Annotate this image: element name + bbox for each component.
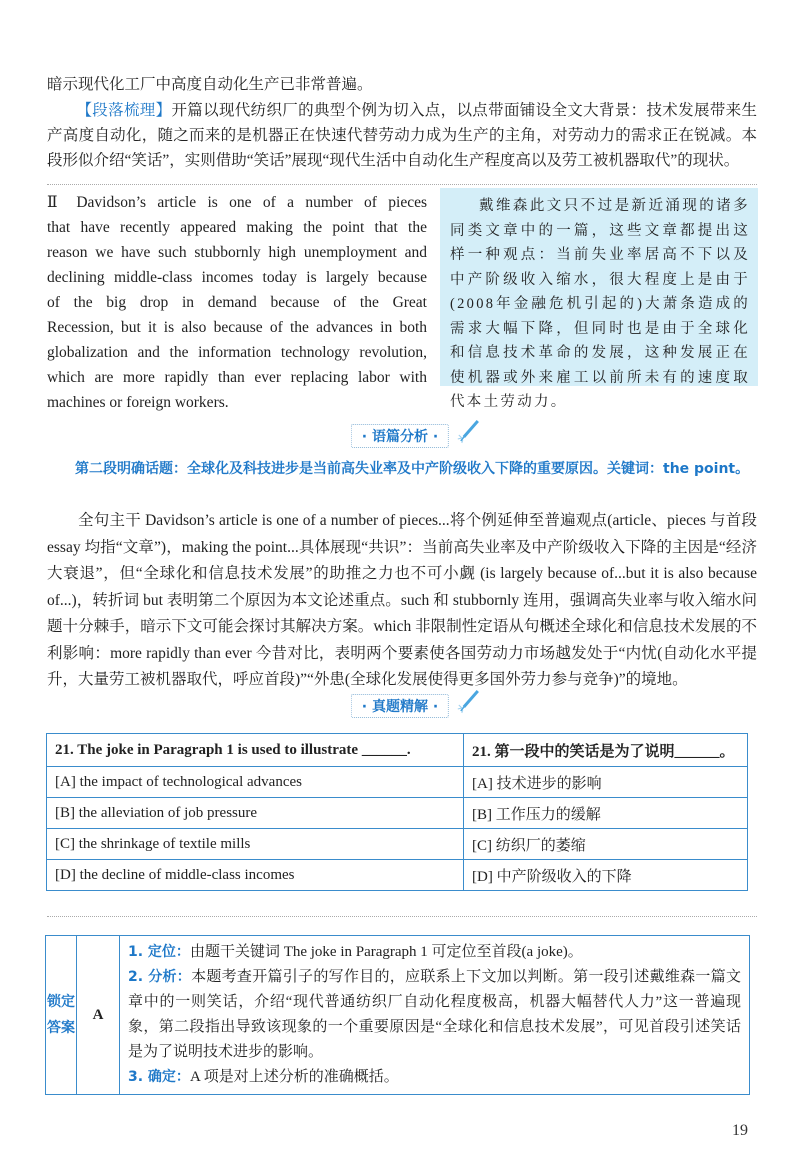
passage-english [47, 190, 427, 415]
answer-box [45, 935, 750, 1095]
section-label-discourse [351, 424, 449, 448]
intro-tail: 暗示现代化工厂中高度自动化生产已非常普遍。 [47, 76, 373, 93]
paragraph-summary [47, 98, 757, 173]
passage-line: declining middle-class incomes today is largely because [47, 269, 427, 286]
option-cn: [A] 技术进步的影响 [464, 767, 748, 798]
answer-step [128, 940, 741, 965]
answer-step [128, 965, 741, 1065]
passage-line: of the big drop in demand because of the Great [47, 294, 427, 311]
option-en: [D] the decline of middle-class incomes [47, 860, 464, 891]
pen-icon [456, 689, 482, 715]
answer-label [46, 936, 77, 1094]
step-text: A 项是对上述分析的准确概括。 [189, 1069, 399, 1085]
answer-choice: A [77, 936, 120, 1094]
question-table [46, 733, 748, 891]
option-en: [B] the alleviation of job pressure [47, 798, 464, 829]
passage-line: that have recently appeared making the point that the [47, 219, 427, 236]
label-text: · 语篇分析 · [361, 429, 439, 445]
table-row [47, 798, 748, 829]
paragraph-number: Ⅱ [47, 194, 65, 211]
option-en: [C] the shrinkage of textile mills [47, 829, 464, 860]
option-cn: [B] 工作压力的缓解 [464, 798, 748, 829]
section-label-question [351, 694, 449, 718]
step-key: 1. 定位： [128, 944, 190, 960]
option-en: [A] the impact of technological advances [47, 767, 464, 798]
passage-line: which are more rapidly than ever replacing labor with [47, 369, 427, 386]
option-cn: [C] 纺织厂的萎缩 [464, 829, 748, 860]
table-row [47, 860, 748, 891]
table-row [47, 767, 748, 798]
step-text: 由题干关键词 The joke in Paragraph 1 可定位至首段(a joke)。 [189, 944, 583, 960]
question-stem-en: 21. The joke in Paragraph 1 is used to illustrate ______. [47, 734, 464, 767]
divider [47, 916, 757, 917]
summary-tag: 【段落梳理】 [76, 102, 172, 119]
answer-step [128, 1065, 741, 1090]
step-text: 本题考查开篇引子的写作目的，应联系上下文加以判断。第一段引述戴维森一篇文章中的一则笑话，介绍“现代普通纺织厂自动化程度极高，机器大幅替代人力”这一普遍现象，第二段指出导致该现象的一个重要原因是“全球化和信息技术发展”，可见首段引述笑话是为了说明技术进步的影响。 [128, 969, 741, 1060]
summary-text: 开篇以现代纺织厂的典型个例为切入点，以点带面铺设全文大背景：技术发展带来生产高度自动化，随之而来的是机器正在快速代替劳动力成为生产的主角，对劳动力的需求正在锐减。本段形似介绍“笑话”，实则借助“笑话”展现“现代生活中自动化生产程度高以及劳工被机器取代”的现状。 [47, 102, 757, 169]
pen-icon [456, 419, 482, 445]
table-row [47, 734, 748, 767]
passage-line: globalization and the information technology revolution, [47, 344, 427, 361]
page-number: 19 [732, 1122, 748, 1139]
passage-line: Recession, but it is also because of the advances in both [47, 319, 427, 336]
step-key: 3. 确定： [128, 1069, 190, 1085]
discourse-heading: 第二段明确话题：全球化及科技进步是当前高失业率及中产阶级收入下降的重要原因。关键词：the point。 [75, 461, 750, 477]
step-key: 2. 分析： [128, 969, 192, 985]
answer-label-text: 锁定答案 [47, 994, 75, 1036]
option-cn: [D] 中产阶级收入的下降 [464, 860, 748, 891]
divider [47, 184, 757, 185]
passage-line: machines or foreign workers. [47, 394, 229, 411]
discourse-body: 全句主干 Davidson’s article is one of a number of pieces...将个例延伸至普遍观点(article、pieces 与首段 essay 均指“文章”)，making the point...具体展现“共识”：当前高失业率及中产阶级收入下降的主因是“经济大衰退”，但“全球化和信息技术发展”的助推之力也不可小觑 (is largely because of...but it is also because of...)，转折词 but 表明第二个原因为本文论述重点。such 和 stubbornly 连用，强调高失业率与收入缩水问题十分棘手，暗示下文可能会探讨其解决方案。which 非限制性定语从句概述全球化和信息技术发展的不利影响：more rapidly than ever 今昔对比，表明两个要素使各国劳动力市场越发处于“内忧(自动化水平提升，大量劳工被机器取代，呼应首段)”“外患(全球化发展使得更多国外劳力参与竞争)”的境地。 [47, 512, 757, 688]
answer-explanation [120, 936, 749, 1094]
passage-line: Davidson’s article is one of a number of pieces [76, 194, 427, 211]
passage-translation: 戴维森此文只不过是新近涌现的诸多同类文章中的一篇，这些文章都提出这样一种观点：当前失业率居高不下以及中产阶级收入缩水，很大程度上是由于(2008年金融危机引起的)大萧条造成的需求大幅下降，但同时也是由于全球化和信息技术革命的发展，这种发展正在使机器或外来雇工以前所未有的速度取代本土劳动力。 [440, 188, 758, 386]
label-text: · 真题精解 · [361, 699, 439, 715]
passage-line: reason we have such stubbornly high unemployment and [47, 244, 427, 261]
question-stem-cn: 21. 第一段中的笑话是为了说明______。 [464, 734, 748, 767]
table-row [47, 829, 748, 860]
